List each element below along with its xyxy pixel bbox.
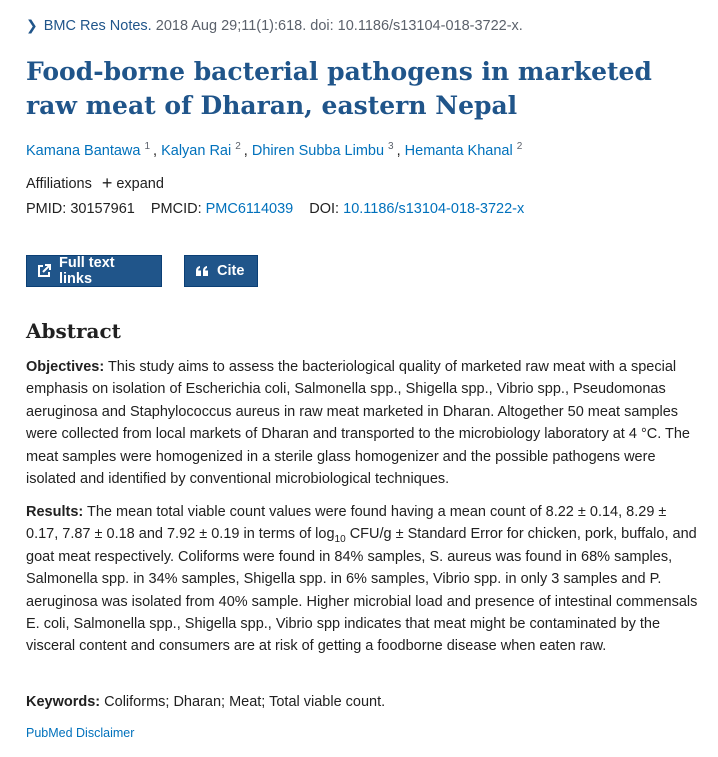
identifiers	[26, 201, 524, 217]
doi-label: DOI:	[309, 201, 340, 217]
abstract-heading: Abstract	[26, 319, 121, 343]
separator: ,	[396, 143, 401, 159]
author-list	[26, 141, 525, 159]
results-text-b: CFU/g ± Standard Error for chicken, pork, buffalo, and goat meat respectively. Coliforms were found in 84% samples, S. aureus was found in 68% samples, Salmonella spp. in 34% samples, Shigella spp. in 6% samples, Vibrio spp. in only 3 samples and P. aeruginosa was isolated from 40% sample. Higher microbial load and presence of intestinal commensals E. coli, Salmonella spp., Shigella spp., Vibrio spp indicates that meat might be contaminated by the visceral content and consumers are at risk of getting a foodborne disease when eaten raw.	[26, 526, 698, 655]
log-subscript: 10	[334, 534, 346, 546]
author-link[interactable]: Kamana Bantawa	[26, 143, 141, 159]
pmid-value: 30157961	[70, 201, 135, 217]
keywords-label: Keywords:	[26, 694, 101, 710]
affiliations-toggle[interactable]	[26, 173, 164, 193]
results-label: Results:	[26, 504, 84, 520]
citation-details: 2018 Aug 29;11(1):618. doi: 10.1186/s13104-018-3722-x.	[155, 18, 523, 34]
objectives-label: Objectives:	[26, 359, 105, 375]
cite-label: Cite	[217, 263, 245, 279]
separator: ,	[243, 143, 248, 159]
quote-icon	[195, 264, 209, 278]
affiliations-label: Affiliations	[26, 176, 92, 192]
pmid-label: PMID:	[26, 201, 67, 217]
abstract-objectives	[26, 356, 698, 490]
affiliation-ref[interactable]: 1	[144, 141, 151, 152]
author-link[interactable]: Dhiren Subba Limbu	[251, 143, 385, 159]
journal-link[interactable]: BMC Res Notes.	[43, 18, 152, 34]
abstract-keywords	[26, 691, 698, 713]
full-text-links-label: Full text links	[59, 255, 115, 287]
results-text-a: The mean total viable count values were found having a mean count of 8.22 ± 0.14, 8.29 ± 0.17, 7.87 ± 0.18 and 7.92 ± 0.19 in terms of log	[26, 504, 667, 543]
affiliation-ref[interactable]: 2	[516, 141, 523, 152]
citation-line	[26, 17, 523, 34]
article-title: Food-borne bacterial pathogens in marketed raw meat of Dharan, eastern Nepal	[26, 57, 652, 120]
expand-label[interactable]: expand	[116, 176, 164, 192]
affiliation-ref[interactable]: 2	[235, 141, 241, 152]
cite-button[interactable]	[184, 255, 258, 287]
affiliation-ref[interactable]: 3	[388, 141, 394, 152]
external-link-icon	[37, 264, 51, 278]
doi-link[interactable]: 10.1186/s13104-018-3722-x	[343, 201, 525, 217]
keywords-text: Coliforms; Dharan; Meat; Total viable count.	[104, 694, 386, 710]
chevron-right-icon[interactable]: ❯	[26, 17, 38, 33]
author-link[interactable]: Kalyan Rai	[161, 143, 232, 159]
author-link[interactable]: Hemanta Khanal	[404, 143, 513, 159]
pmcid-link[interactable]: PMC6114039	[205, 201, 294, 217]
pubmed-disclaimer-link[interactable]: PubMed Disclaimer	[26, 726, 135, 740]
objectives-text: This study aims to assess the bacteriological quality of marketed raw meat with a special emphasis on isolation of Escherichia coli, Salmonella spp., Shigella spp., Vibrio spp., Pseudomonas aeruginosa and Staphylococcus aureus in raw meat marketed in Dharan. Altogether 50 meat samples were collected from local markets of Dharan and transported to the microbiology laboratory at 4 °C. The meat samples were homogenized in a sterile glass homogenizer and the possible pathogens were isolated and identified by conventional microbiological techniques.	[26, 359, 690, 488]
abstract-results	[26, 501, 698, 658]
full-text-links-button[interactable]	[26, 255, 162, 287]
separator: ,	[153, 143, 158, 159]
plus-icon[interactable]: +	[101, 173, 113, 193]
pmcid-label: PMCID:	[150, 201, 202, 217]
